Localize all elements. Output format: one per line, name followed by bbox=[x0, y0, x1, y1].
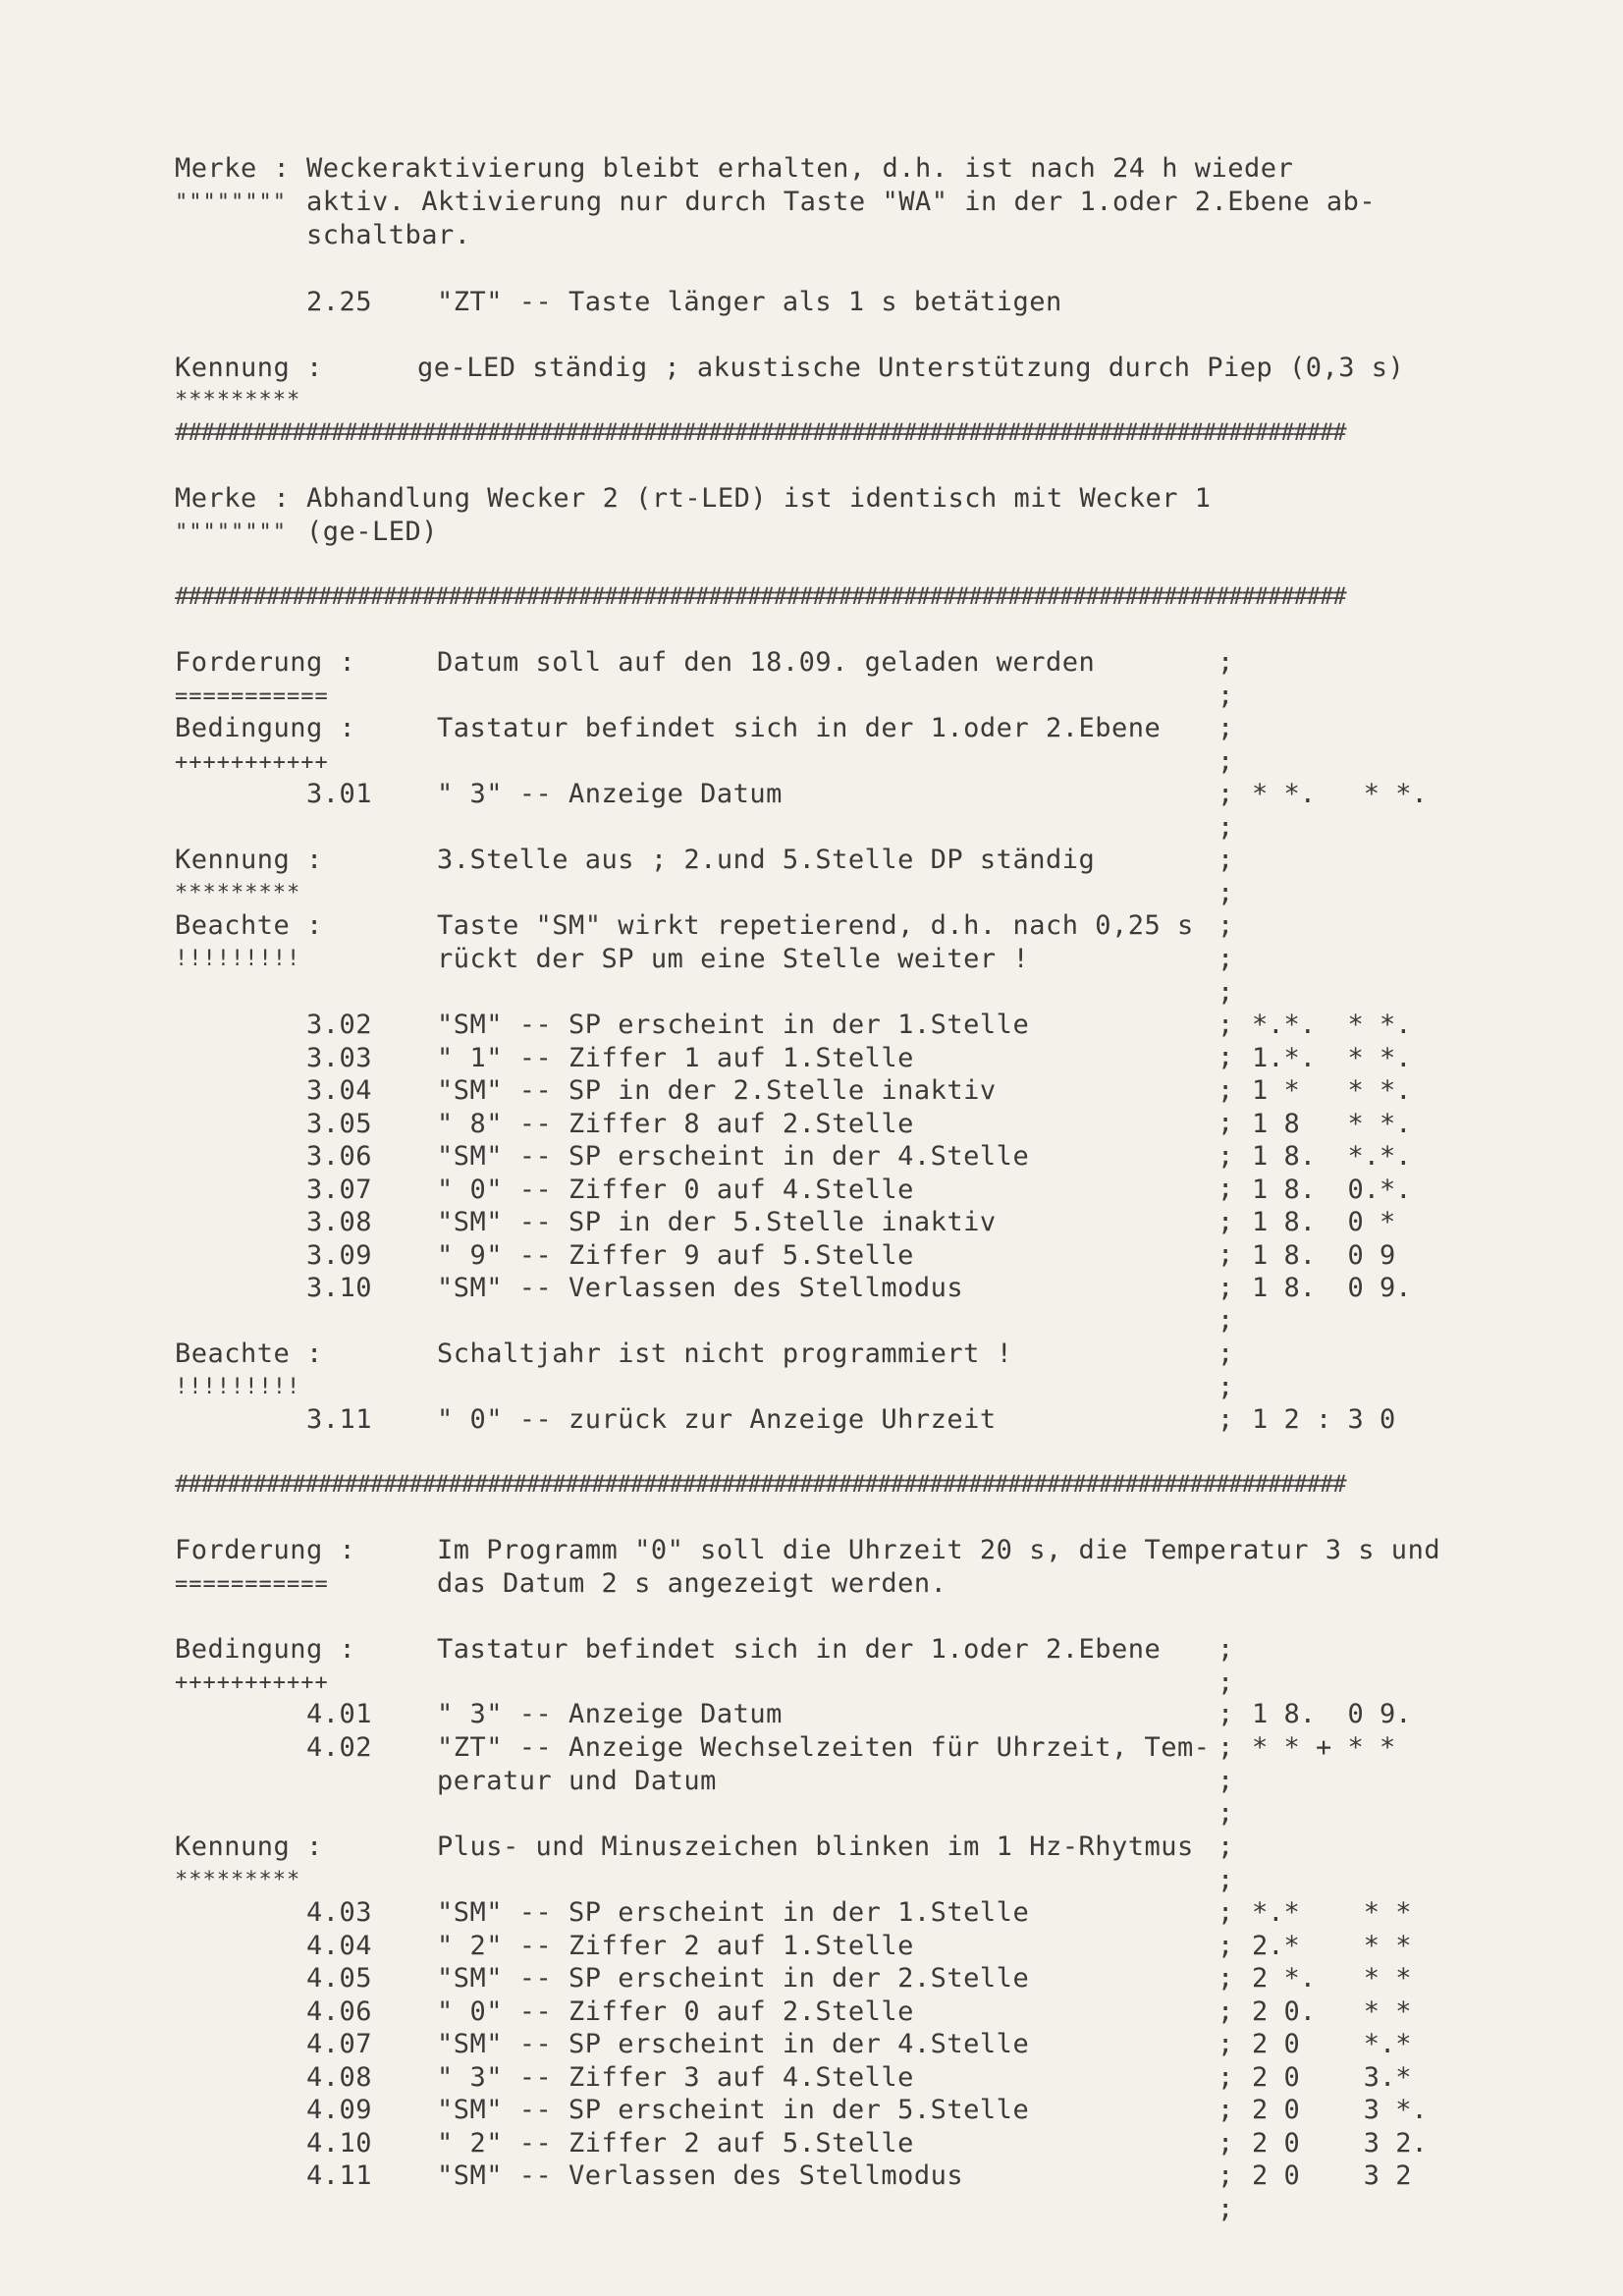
beachte-text: Schaltjahr ist nicht programmiert ! bbox=[437, 1339, 1013, 1369]
kennung-label: Kennung : bbox=[175, 1831, 323, 1862]
kennung-underline: ********* bbox=[175, 388, 301, 412]
step-text: "SM" -- SP in der 2.Stelle inaktiv bbox=[437, 1075, 997, 1106]
separator-line: ########################################################################################## bbox=[175, 418, 1346, 446]
kennung-text: Plus- und Minuszeichen blinken im 1 Hz-Rhytmus bbox=[437, 1831, 1194, 1862]
step-text: " 3" -- Ziffer 3 auf 4.Stelle bbox=[437, 2061, 914, 2093]
display-readout: 2 0 3.* bbox=[1252, 2061, 1412, 2093]
semicolon-mark: ; bbox=[1217, 1766, 1234, 1796]
display-readout: 2 0 3 *. bbox=[1252, 2095, 1428, 2125]
forderung-underline: =========== bbox=[175, 1572, 329, 1597]
kennung-label: Kennung : bbox=[175, 353, 323, 383]
semicolon-mark: ; bbox=[1217, 944, 1234, 974]
semicolon-mark: ; bbox=[1217, 2194, 1234, 2224]
step-text: " 3" -- Anzeige Datum bbox=[437, 779, 783, 809]
kennung-text: 3.Stelle aus ; 2.und 5.Stelle DP ständig bbox=[437, 845, 1096, 875]
step-text: "SM" -- Verlassen des Stellmodus bbox=[437, 1273, 964, 1303]
merke-label: Merke : bbox=[175, 153, 291, 184]
semicolon-mark: ; bbox=[1217, 845, 1234, 875]
merke-line-3: schaltbar. bbox=[306, 220, 471, 250]
display-readout: 1 8. 0 9. bbox=[1252, 1699, 1412, 1729]
merke-underline: """""""" bbox=[175, 191, 287, 215]
forderung-label: Forderung : bbox=[175, 1535, 356, 1565]
step-text: "SM" -- SP in der 5.Stelle inaktiv bbox=[437, 1207, 997, 1237]
semicolon-mark: ; bbox=[1217, 1831, 1234, 1862]
bedingung-text: Tastatur befindet sich in der 1.oder 2.Ebene bbox=[437, 1634, 1162, 1665]
semicolon-mark: ; bbox=[1217, 1372, 1234, 1402]
kennung-underline: ********* bbox=[175, 1868, 301, 1892]
step-text-line-1: "ZT" -- Anzeige Wechselzeiten für Uhrzeit, Tem- bbox=[437, 1732, 1211, 1763]
semicolon-mark: ; bbox=[1217, 1798, 1234, 1829]
semicolon-mark: ; bbox=[1217, 1404, 1234, 1435]
beachte-underline: !!!!!!!!! bbox=[175, 1375, 301, 1399]
semicolon-mark: ; bbox=[1217, 977, 1234, 1008]
step-text: "SM" -- Verlassen des Stellmodus bbox=[437, 2160, 964, 2191]
separator-line: ########################################################################################## bbox=[175, 582, 1346, 610]
bedingung-underline: +++++++++++ bbox=[175, 750, 329, 775]
step-number: 4.10 bbox=[306, 2127, 373, 2159]
merke-line-1: Weckeraktivierung bleibt erhalten, d.h. ist nach 24 h wieder bbox=[306, 153, 1294, 184]
semicolon-mark: ; bbox=[1217, 1667, 1234, 1698]
display-readout: 1 8. 0.*. bbox=[1252, 1174, 1412, 1205]
step-text: " 0" -- zurück zur Anzeige Uhrzeit bbox=[437, 1404, 997, 1435]
display-readout: *.*. * *. bbox=[1252, 1010, 1412, 1040]
kennung-text: ge-LED ständig ; akustische Unterstützung durch Piep (0,3 s) bbox=[417, 353, 1405, 383]
semicolon-mark: ; bbox=[1217, 1963, 1234, 1994]
semicolon-mark: ; bbox=[1217, 1108, 1234, 1138]
display-readout: *.* * * bbox=[1252, 1897, 1412, 1928]
display-readout: 1 8. 0 9 bbox=[1252, 1239, 1396, 1271]
step-text-line-2: peratur und Datum bbox=[437, 1766, 717, 1796]
semicolon-mark: ; bbox=[1217, 779, 1234, 809]
semicolon-mark: ; bbox=[1217, 1042, 1234, 1072]
semicolon-mark: ; bbox=[1217, 1732, 1234, 1763]
step-number: 4.11 bbox=[306, 2160, 373, 2191]
step-number: 3.09 bbox=[306, 1239, 373, 1271]
step-number: 2.25 bbox=[306, 287, 373, 317]
step-number: 3.02 bbox=[306, 1010, 373, 1040]
merke-line-2: aktiv. Aktivierung nur durch Taste "WA" in der 1.oder 2.Ebene ab- bbox=[306, 187, 1377, 217]
beachte-line-1: Taste "SM" wirkt repetierend, d.h. nach 0,25 s bbox=[437, 910, 1194, 941]
semicolon-mark: ; bbox=[1217, 1634, 1234, 1665]
semicolon-mark: ; bbox=[1217, 1865, 1234, 1895]
bedingung-label: Bedingung : bbox=[175, 713, 356, 743]
step-number: 4.09 bbox=[306, 2095, 373, 2125]
separator-line: ########################################################################################## bbox=[175, 1470, 1346, 1498]
step-number: 3.01 bbox=[306, 779, 373, 809]
semicolon-mark: ; bbox=[1217, 1996, 1234, 2027]
merke-line-1: Abhandlung Wecker 2 (rt-LED) ist identisch mit Wecker 1 bbox=[306, 483, 1212, 514]
semicolon-mark: ; bbox=[1217, 2029, 1234, 2059]
display-readout: 2 0 *.* bbox=[1252, 2029, 1412, 2059]
display-readout: * * + * * bbox=[1252, 1732, 1396, 1763]
display-readout: 1 * * *. bbox=[1252, 1075, 1412, 1106]
step-number: 3.10 bbox=[306, 1273, 373, 1303]
step-number: 4.07 bbox=[306, 2029, 373, 2059]
step-text: "SM" -- SP erscheint in der 5.Stelle bbox=[437, 2095, 1030, 2125]
semicolon-mark: ; bbox=[1217, 746, 1234, 777]
step-text: "SM" -- SP erscheint in der 1.Stelle bbox=[437, 1897, 1030, 1928]
semicolon-mark: ; bbox=[1217, 1010, 1234, 1040]
semicolon-mark: ; bbox=[1217, 812, 1234, 843]
step-text: " 2" -- Ziffer 2 auf 5.Stelle bbox=[437, 2127, 914, 2159]
semicolon-mark: ; bbox=[1217, 2095, 1234, 2125]
semicolon-mark: ; bbox=[1217, 910, 1234, 941]
display-readout: 2 0 3 2. bbox=[1252, 2127, 1428, 2159]
merke-line-2: (ge-LED) bbox=[306, 517, 439, 547]
step-text: " 8" -- Ziffer 8 auf 2.Stelle bbox=[437, 1108, 914, 1139]
kennung-label: Kennung : bbox=[175, 845, 323, 875]
semicolon-mark: ; bbox=[1217, 2062, 1234, 2093]
semicolon-mark: ; bbox=[1217, 1273, 1234, 1303]
display-readout: 2.* * * bbox=[1252, 1930, 1412, 1961]
step-number: 3.04 bbox=[306, 1075, 373, 1106]
semicolon-mark: ; bbox=[1217, 1239, 1234, 1270]
display-readout: 1 8. 0 9. bbox=[1252, 1273, 1412, 1303]
beachte-line-2: rückt der SP um eine Stelle weiter ! bbox=[437, 944, 1030, 974]
step-number: 3.11 bbox=[306, 1404, 373, 1435]
semicolon-mark: ; bbox=[1217, 1931, 1234, 1961]
display-readout: 1 8. *.*. bbox=[1252, 1141, 1412, 1172]
step-number: 4.03 bbox=[306, 1897, 373, 1928]
forderung-line-2: das Datum 2 s angezeigt werden. bbox=[437, 1568, 947, 1599]
step-number: 3.06 bbox=[306, 1141, 373, 1172]
step-number: 3.08 bbox=[306, 1207, 373, 1237]
step-number: 4.06 bbox=[306, 1995, 373, 2027]
step-number: 4.02 bbox=[306, 1732, 373, 1763]
beachte-label: Beachte : bbox=[175, 1339, 323, 1369]
beachte-underline: !!!!!!!!! bbox=[175, 947, 301, 971]
kennung-underline: ********* bbox=[175, 881, 301, 905]
step-text: " 2" -- Ziffer 2 auf 1.Stelle bbox=[437, 1930, 914, 1961]
semicolon-mark: ; bbox=[1217, 1699, 1234, 1729]
semicolon-mark: ; bbox=[1217, 878, 1234, 908]
beachte-label: Beachte : bbox=[175, 910, 323, 941]
display-readout: 1.*. * *. bbox=[1252, 1042, 1412, 1073]
step-text: " 0" -- Ziffer 0 auf 2.Stelle bbox=[437, 1995, 914, 2027]
step-number: 4.08 bbox=[306, 2061, 373, 2093]
step-number: 4.05 bbox=[306, 1963, 373, 1994]
step-text: "SM" -- SP erscheint in der 4.Stelle bbox=[437, 2029, 1030, 2059]
semicolon-mark: ; bbox=[1217, 647, 1234, 678]
display-readout: 1 8 * *. bbox=[1252, 1108, 1412, 1139]
merke-label: Merke : bbox=[175, 483, 291, 514]
forderung-underline: =========== bbox=[175, 684, 329, 709]
semicolon-mark: ; bbox=[1217, 681, 1234, 711]
semicolon-mark: ; bbox=[1217, 1305, 1234, 1336]
semicolon-mark: ; bbox=[1217, 1339, 1234, 1369]
forderung-text: Datum soll auf den 18.09. geladen werden bbox=[437, 647, 1096, 678]
forderung-label: Forderung : bbox=[175, 647, 356, 678]
bedingung-text: Tastatur befindet sich in der 1.oder 2.Ebene bbox=[437, 713, 1162, 743]
bedingung-underline: +++++++++++ bbox=[175, 1670, 329, 1695]
step-text: "SM" -- SP erscheint in der 2.Stelle bbox=[437, 1963, 1030, 1994]
merke-underline: """""""" bbox=[175, 520, 287, 545]
step-text: "SM" -- SP erscheint in der 1.Stelle bbox=[437, 1010, 1030, 1040]
step-text: " 1" -- Ziffer 1 auf 1.Stelle bbox=[437, 1042, 914, 1073]
step-text: "ZT" -- Taste länger als 1 s betätigen bbox=[437, 287, 1062, 317]
step-number: 3.05 bbox=[306, 1108, 373, 1139]
display-readout: 1 2 : 3 0 bbox=[1252, 1404, 1396, 1435]
step-number: 4.04 bbox=[306, 1930, 373, 1961]
display-readout: 2 0. * * bbox=[1252, 1995, 1412, 2027]
semicolon-mark: ; bbox=[1217, 1207, 1234, 1237]
display-readout: 2 *. * * bbox=[1252, 1963, 1412, 1994]
bedingung-label: Bedingung : bbox=[175, 1634, 356, 1665]
step-text: " 9" -- Ziffer 9 auf 5.Stelle bbox=[437, 1239, 914, 1271]
semicolon-mark: ; bbox=[1217, 1141, 1234, 1172]
step-text: "SM" -- SP erscheint in der 4.Stelle bbox=[437, 1141, 1030, 1172]
display-readout: 2 0 3 2 bbox=[1252, 2160, 1412, 2191]
step-text: " 0" -- Ziffer 0 auf 4.Stelle bbox=[437, 1174, 914, 1205]
step-number: 3.07 bbox=[306, 1174, 373, 1205]
semicolon-mark: ; bbox=[1217, 1075, 1234, 1106]
display-readout: * *. * *. bbox=[1252, 779, 1428, 809]
semicolon-mark: ; bbox=[1217, 713, 1234, 743]
step-number: 4.01 bbox=[306, 1699, 373, 1729]
step-text: " 3" -- Anzeige Datum bbox=[437, 1699, 783, 1729]
display-readout: 1 8. 0 * bbox=[1252, 1207, 1396, 1237]
semicolon-mark: ; bbox=[1217, 1174, 1234, 1204]
semicolon-mark: ; bbox=[1217, 2160, 1234, 2191]
forderung-line-1: Im Programm "0" soll die Uhrzeit 20 s, die Temperatur 3 s und bbox=[437, 1535, 1441, 1565]
step-number: 3.03 bbox=[306, 1042, 373, 1073]
semicolon-mark: ; bbox=[1217, 2128, 1234, 2159]
semicolon-mark: ; bbox=[1217, 1897, 1234, 1928]
